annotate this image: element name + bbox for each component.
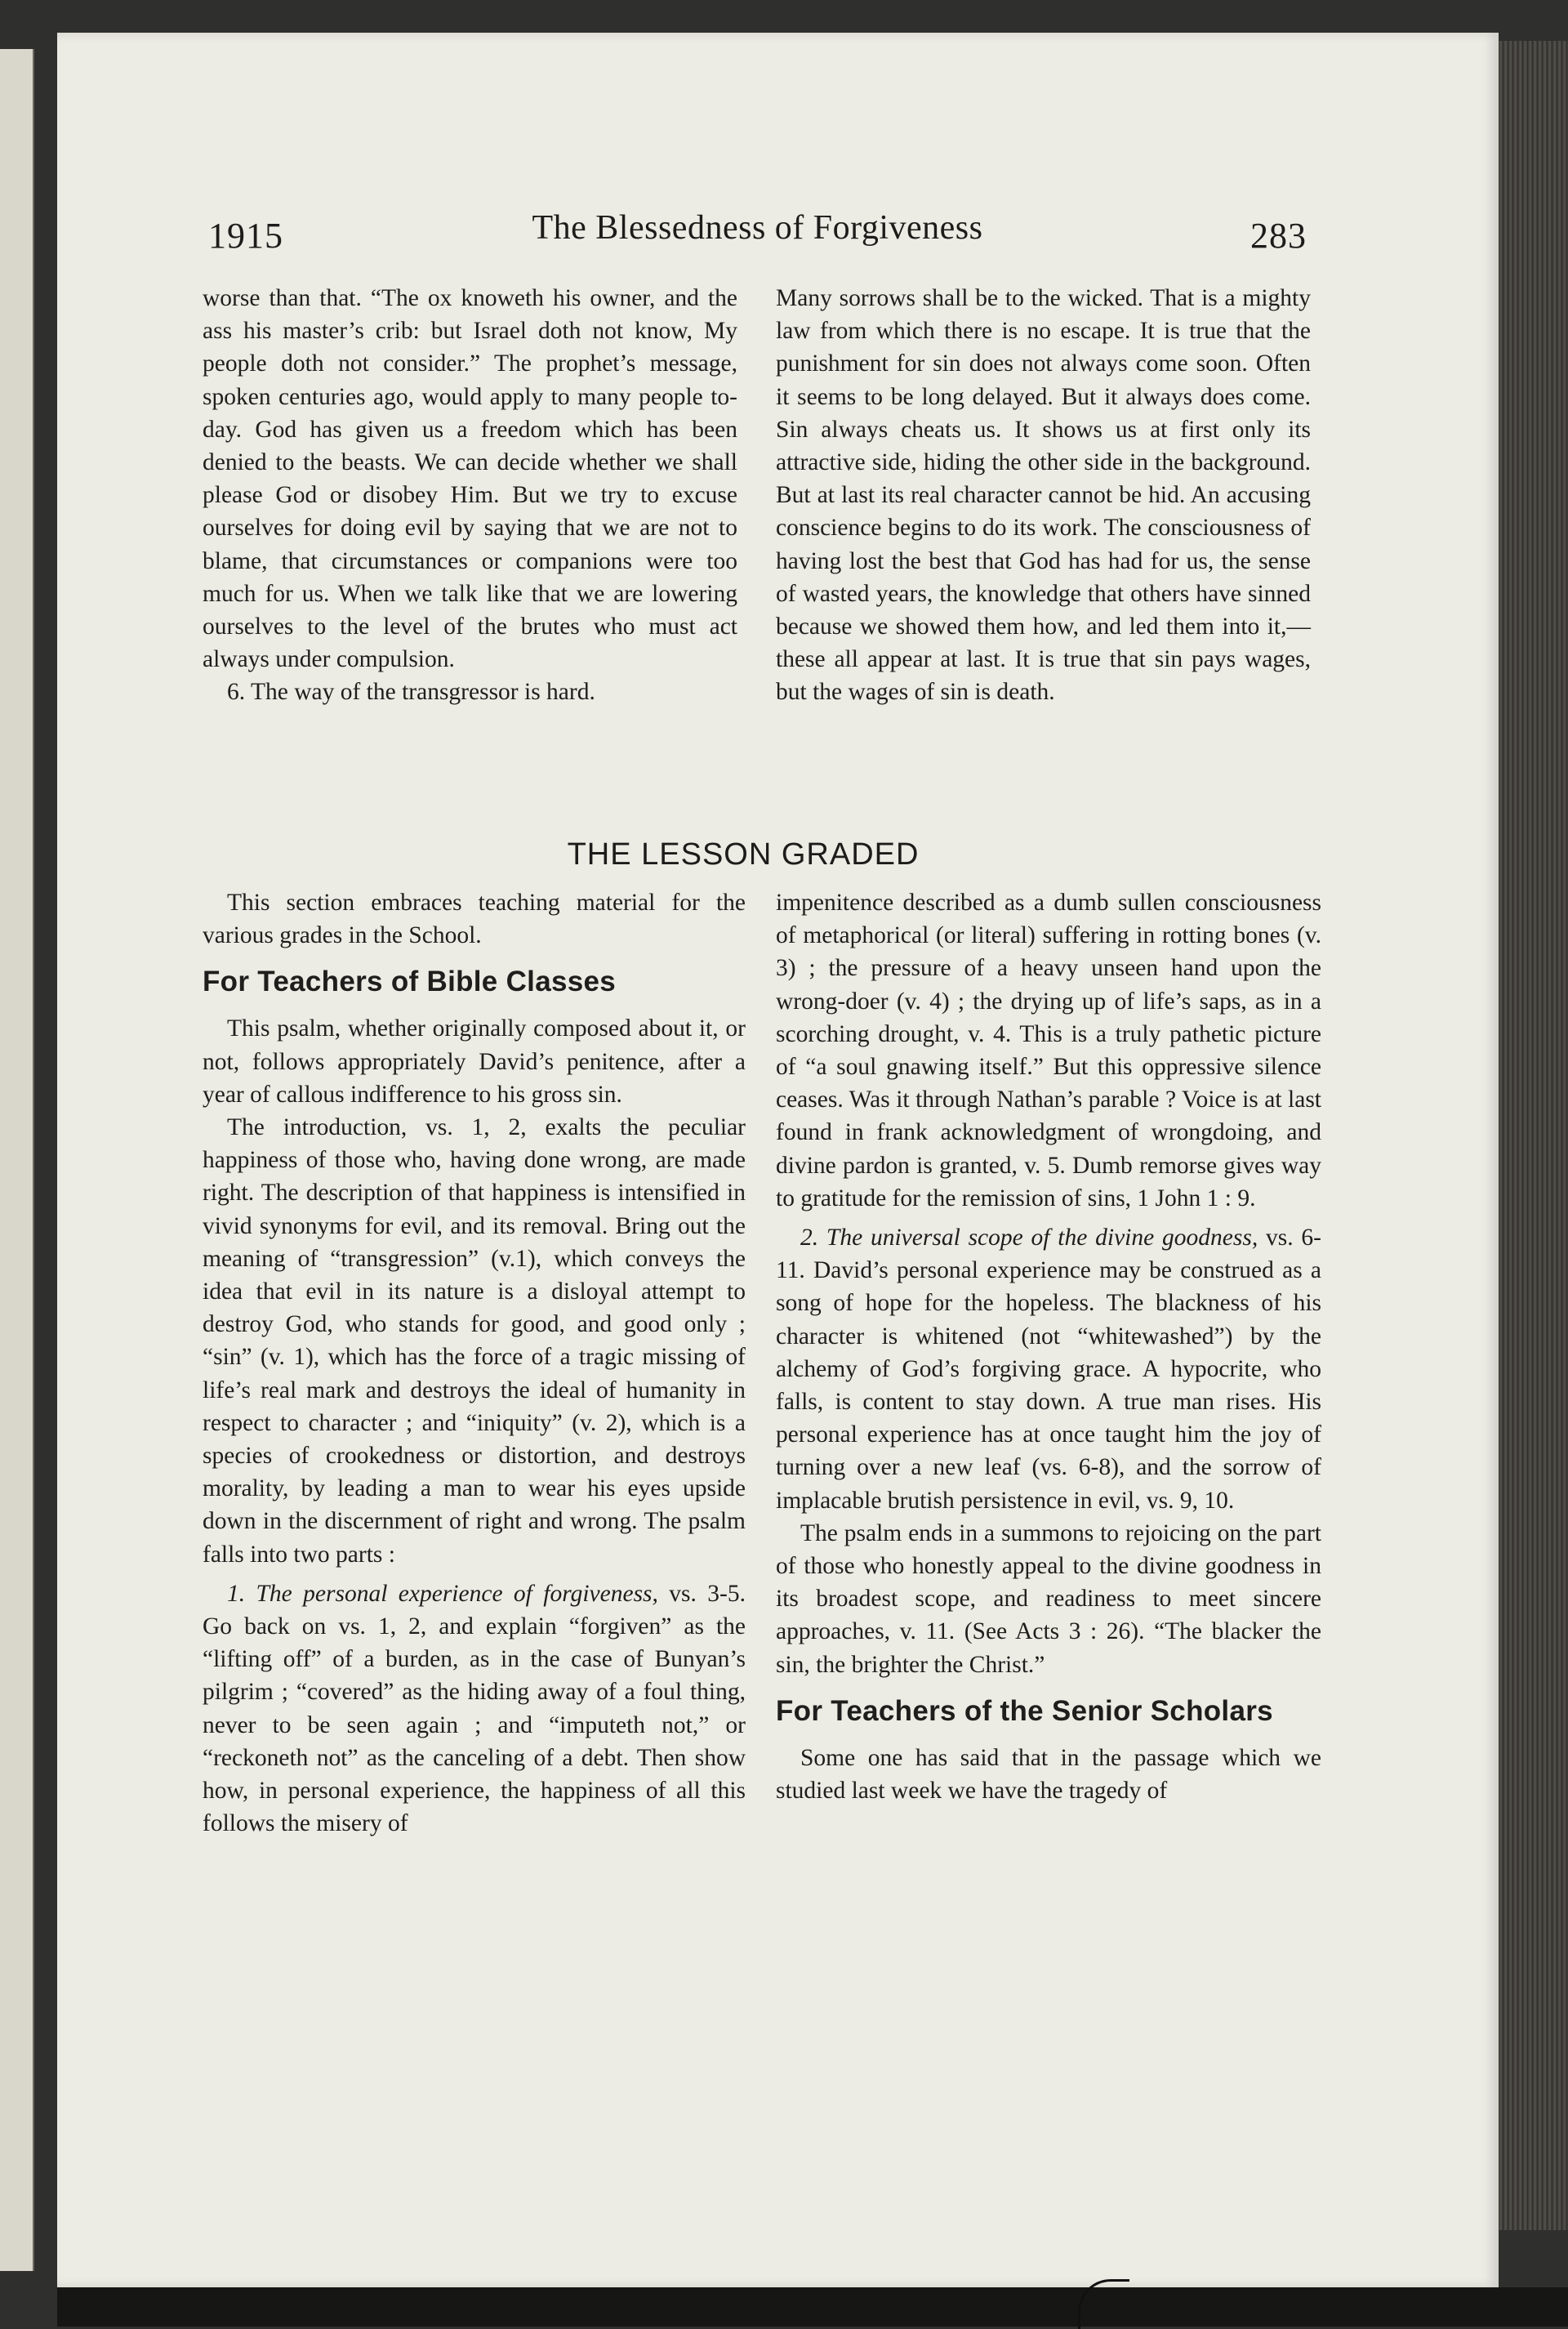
header-year: 1915 <box>208 216 283 256</box>
paragraph: The psalm ends in a summons to rejoicing on the part of those who honestly appeal to the divine goodness in its broadest scope, and readiness to meet sincere approaches, v. 11. (See Acts 3 : 26). “The blacker the sin, the brighter the Christ.” <box>776 1519 1321 1678</box>
column-bottom-left <box>203 886 746 1840</box>
bottom-shadow <box>57 2287 1568 2327</box>
column-bottom-right <box>776 886 1321 1807</box>
section-heading: For Teachers of the Senior Scholars <box>776 1694 1273 1727</box>
paragraph: Some one has said that in the passage which we studied last week we have the tragedy of <box>776 1744 1321 1805</box>
section-title: THE LESSON GRADED <box>567 837 920 872</box>
paragraph: Many sorrows shall be to the wicked. That is a mighty law from which there is no escape. It is true that the punishment for sin does not always come soon. Often it seems to be long delayed. But it always does come. Sin always cheats us. It shows us at first only its attractive side, hiding the other side in the background. But at last its real character cannot be hid. An accusing conscience begins to do its work. The consciousness of having lost the best that God has had for us, the sense of wasted years, the knowledge that others have sinned because we showed them how, and led them into it,—these all appear at last. It is true that sin pays wages, but the wages of sin is death. <box>776 285 1311 706</box>
running-header <box>208 208 1307 265</box>
page-number: 283 <box>1250 216 1307 256</box>
column-top-right <box>776 282 1311 709</box>
paragraph: The introduction, vs. 1, 2, exalts the peculiar happiness of those who, having done wrong, are made right. The description of that happiness is intensified in vivid synonyms for evil, and its removal. Bring out the meaning of “transgression” (v.1), which conveys the idea that evil in its nature is a disloyal attempt to destroy God, who stands for good, and good only ; “sin” (v. 1), which has the force of a tragic missing of life’s real mark and destroys the ideal of humanity in respect to character ; and “iniquity” (v. 2), which is a species of crookedness or distortion, and destroys morality, by leading a man to wear his eyes upside down in the discernment of right and wrong. The psalm falls into two parts : <box>203 1114 746 1568</box>
paragraph <box>203 1577 746 1840</box>
paragraph-text: vs. 6-11. David’s personal experience may be construed as a song of hope for the hopeless. The blackness of his character is whitened (not “whitewashed”) by the alchemy of God’s forgiving grace. A hypocrite, who falls, is content to stay down. A true man rises. His personal experience has at once taught him the joy of turning over a new leaf (vs. 6-8), and the sorrow of implacable brutish persistence in evil, vs. 9, 10. <box>776 1225 1321 1514</box>
intro-paragraph: This section embraces teaching material for the various grades in the School. <box>203 890 746 949</box>
paragraph-text: vs. 3-5. Go back on vs. 1, 2, and explain “forgiven” as the “lifting off” of a burden, as in the case of Bunyan’s pilgrim ; “covered” as the hiding away of a foul thing, never to be seen again ; and “imputeth not,” or “reckoneth not” as the canceling of a debt. Then show how, in personal experience, the happiness of all this follows the misery of <box>203 1580 746 1837</box>
italic-label: 1. The personal experience of forgiveness, <box>227 1580 658 1607</box>
paragraph <box>776 1221 1321 1517</box>
paragraph: impenitence described as a dumb sullen consciousness of metaphorical (or literal) suffering in rotting bones (v. 3) ; the pressure of a heavy unseen hand upon the wrong-doer (v. 4) ; the drying up of life’s saps, as in a scorching drought, v. 4. This is a truly pathetic picture of “a soul gnawing itself.” But this oppressive silence ceases. Was it through Nathan’s parable ? Voice is at last found in frank acknowledgment of wrongdoing, and divine pardon is granted, v. 5. Dumb remorse gives way to gratitude for the remission of sins, 1 John 1 : 9. <box>776 890 1321 1211</box>
left-page-edge <box>0 49 34 2271</box>
italic-label: 2. The universal scope of the divine goodness, <box>800 1225 1258 1252</box>
paragraph: 6. The way of the transgressor is hard. <box>227 679 595 706</box>
paragraph: worse than that. “The ox knoweth his owner, and the ass his master’s crib: but Israel doth not know, My people doth not consider.” The prophet’s message, spoken centuries ago, would apply to many people to-day. God has given us a freedom which has been denied to the beasts. We can decide whether we shall please God or disobey Him. But we try to excuse ourselves for doing evil by saying that we are not to blame, that circumstances or companions were too much for us. When we talk like that we are lowering ourselves to the level of the brutes who must act always under compulsion. <box>203 285 737 673</box>
header-title: The Blessedness of Forgiveness <box>532 209 983 247</box>
paragraph: This psalm, whether originally composed about it, or not, follows appropriately David’s penitence, after a year of callous indifference to his gross sin. <box>203 1015 746 1108</box>
section-heading: For Teachers of Bible Classes <box>203 966 617 998</box>
column-top-left <box>203 282 737 709</box>
page-stack-edges <box>1499 41 1568 2230</box>
